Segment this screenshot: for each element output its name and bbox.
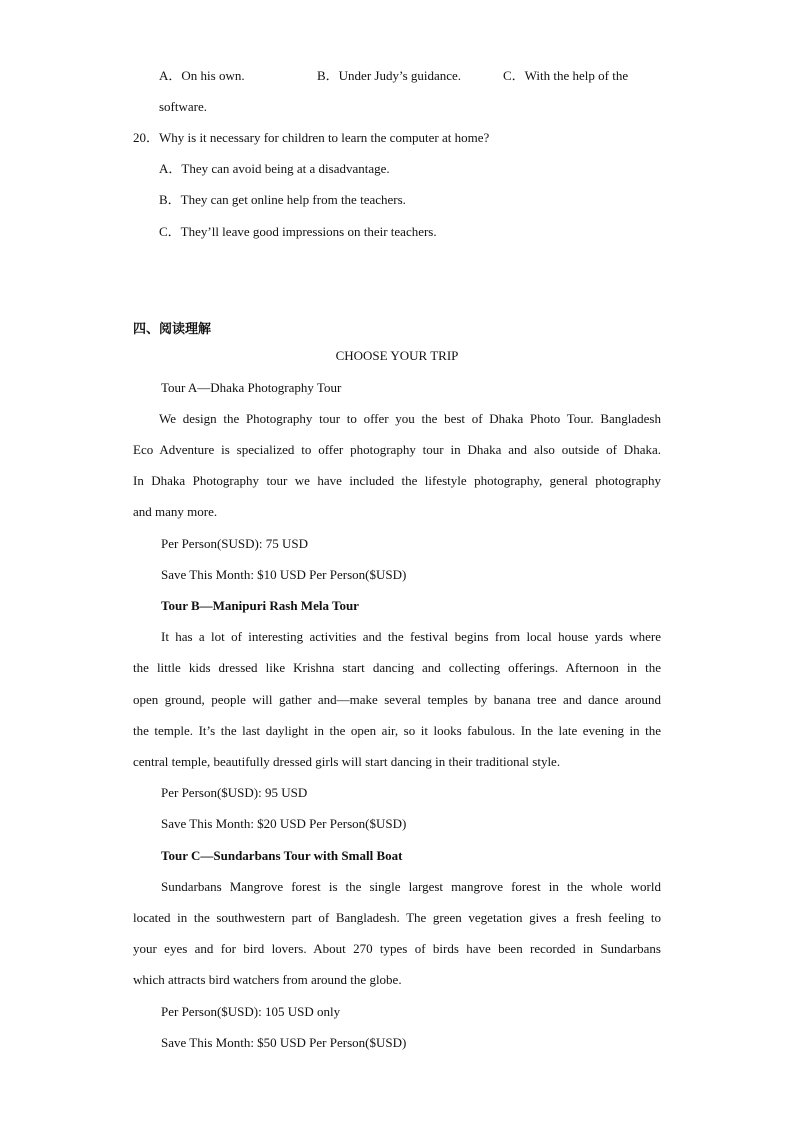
tour-b-para-line: open ground, people will gather and—make several temples by banana tree and dance around (133, 692, 661, 707)
tour-c-para-line: located in the southwestern part of Bangladesh. The green vegetation gives a fresh feeling to (133, 910, 661, 925)
q20-option-b: B．They can get online help from the teachers. (159, 192, 406, 207)
q19-option-a: A．On his own. (159, 68, 245, 83)
tour-c-price: Per Person($USD): 105 USD only (161, 1004, 341, 1019)
tour-b-title: Tour B—Manipuri Rash Mela Tour (161, 598, 359, 613)
section-heading: 四、阅读理解 (133, 322, 212, 337)
tour-a-para-line: In Dhaka Photography tour we have included the lifestyle photography, general photography (133, 473, 661, 488)
tour-a-save: Save This Month: $10 USD Per Person($USD) (161, 567, 407, 582)
tour-b-para-line: the temple. It’s the last daylight in the open air, so it looks fabulous. In the late evening in the (133, 723, 661, 738)
q19-option-c: C．With the help of the (503, 68, 629, 83)
tour-b-para-line: the little kids dressed like Krishna start dancing and collecting offerings. Afternoon in the (133, 660, 661, 675)
tour-b-para-line: It has a lot of interesting activities and the festival begins from local house yards where (161, 629, 661, 644)
passage-title: CHOOSE YOUR TRIP (335, 348, 459, 363)
tour-a-price: Per Person(SUSD): 75 USD (161, 536, 308, 551)
tour-b-para-line: central temple, beautifully dressed girls will start dancing in their traditional style. (133, 754, 561, 769)
tour-c-para-line: Sundarbans Mangrove forest is the single largest mangrove forest in the whole world (161, 879, 661, 894)
q19-option-b: B．Under Judy’s guidance. (317, 68, 462, 83)
tour-b-price: Per Person($USD): 95 USD (161, 785, 308, 800)
tour-a-title: Tour A—Dhaka Photography Tour (161, 380, 342, 395)
tour-a-para-line: and many more. (133, 504, 218, 519)
q20-option-c: C．They’ll leave good impressions on their teachers. (159, 224, 437, 239)
tour-a-para-line: Eco Adventure is specialized to offer photography tour in Dhaka and also outside of Dhaka. (133, 442, 661, 457)
tour-c-para-line: which attracts bird watchers from around the globe. (133, 972, 402, 987)
q19-option-c-continued: software. (159, 99, 208, 114)
tour-c-save: Save This Month: $50 USD Per Person($USD) (161, 1035, 407, 1050)
q20-stem: 20．Why is it necessary for children to learn the computer at home? (133, 130, 490, 145)
q20-option-a: A．They can avoid being at a disadvantage. (159, 161, 390, 176)
tour-c-para-line: your eyes and for bird lovers. About 270 types of birds have been recorded in Sundarbans (133, 941, 661, 956)
tour-a-para-line: We design the Photography tour to offer you the best of Dhaka Photo Tour. Bangladesh (159, 411, 661, 426)
tour-b-save: Save This Month: $20 USD Per Person($USD) (161, 816, 407, 831)
tour-c-title: Tour C—Sundarbans Tour with Small Boat (161, 848, 403, 863)
